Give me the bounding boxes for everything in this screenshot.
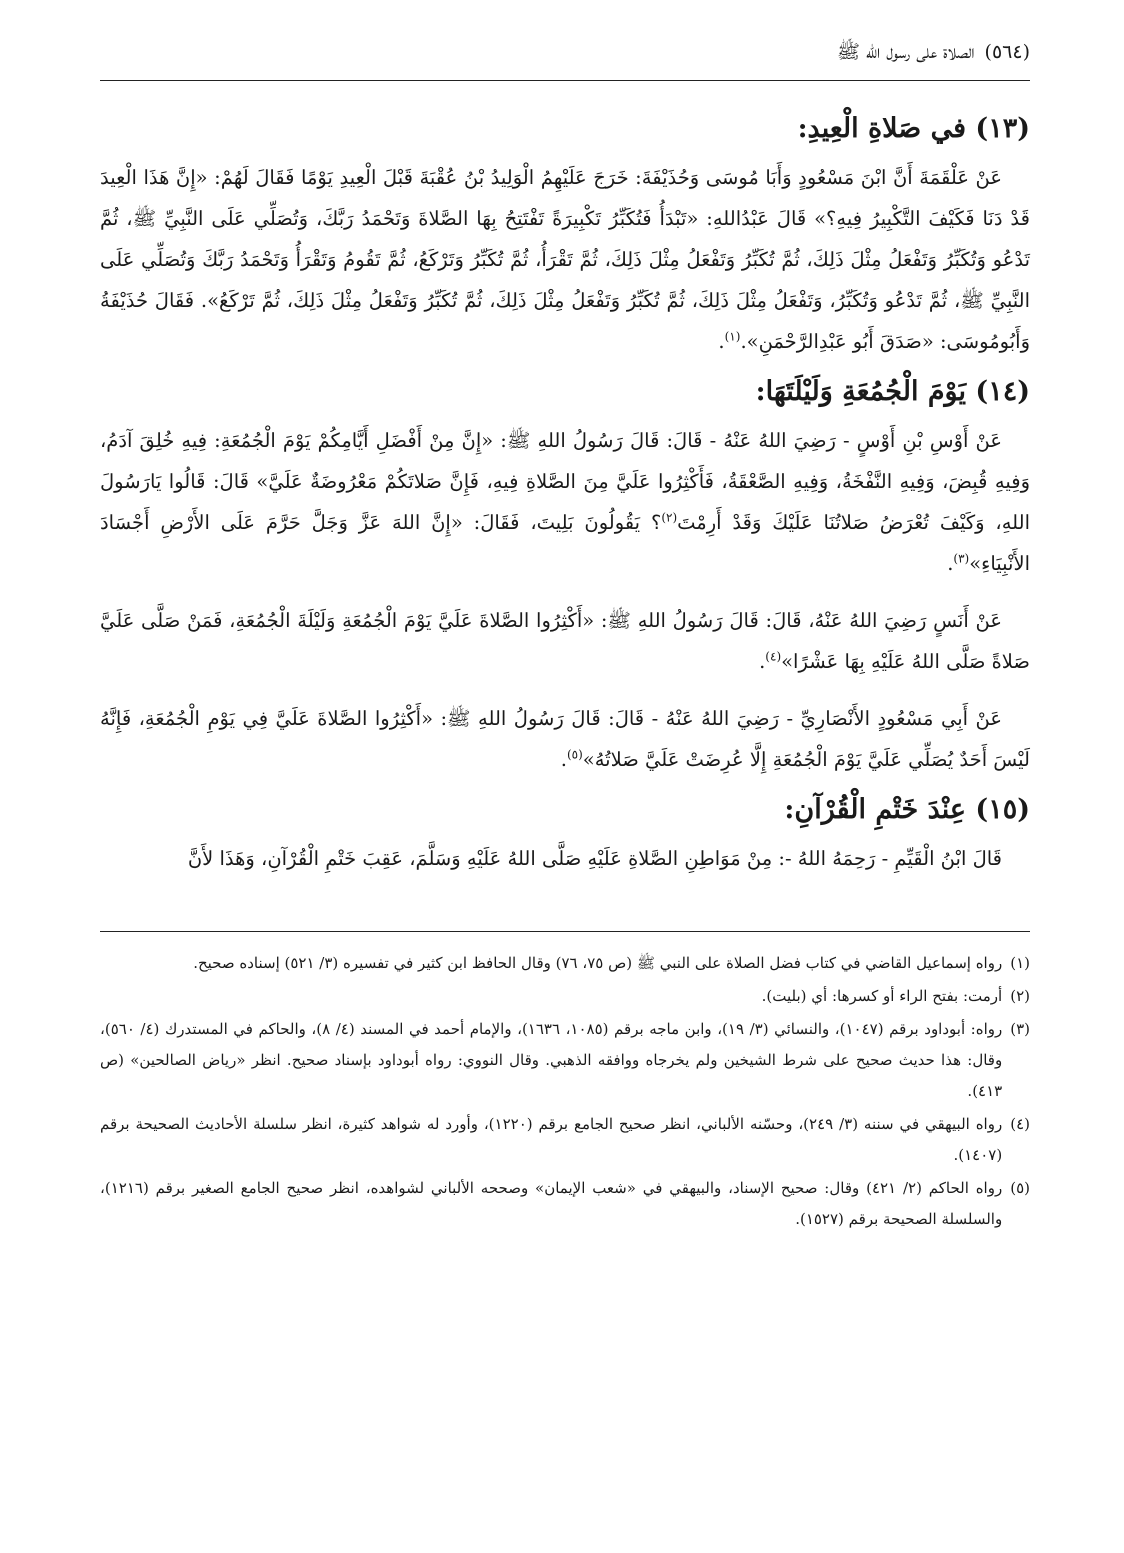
paragraph-text: عَنْ أَنَسٍ رَضِيَ اللهُ عَنْهُ، قَالَ: قَالَ رَسُولُ اللهِ ﷺ: «أَكْثِرُوا الصَّلاةَ عَلَيَّ يَوْمَ الْجُمُعَةِ وَلَيْلَةَ الْجُمُعَةِ، فَمَنْ صَلَّى عَلَيَّ صَلاةً صَلَّى اللهُ عَلَيْهِ بِهَا عَشْرًا» [100, 609, 1030, 673]
section-heading-eid: (١٣) في صَلاةِ الْعِيدِ: [797, 113, 1030, 144]
footnote-text: رواه إسماعيل القاضي في كتاب فضل الصلاة على النبي ﷺ (ص ٧٥، ٧٦) وقال الحافظ ابن كثير في تفسيره (٣/ ٥٢١) إسناده صحيح. [193, 954, 1003, 972]
page [100, 40, 1030, 1237]
footnote [100, 1109, 1030, 1171]
paragraph-text: عَنْ عَلْقَمَةَ أَنَّ ابْنَ مَسْعُودٍ وَأَبَا مُوسَى وَحُذَيْفَةَ: خَرَجَ عَلَيْهِمُ الْوَلِيدُ بْنُ عُقْبَةَ قَبْلَ الْعِيدِ يَوْمًا فَقَالَ لَهُمْ: «إِنَّ هَذَا الْعِيدَ قَدْ دَنَا فَكَيْفَ التَّكْبِيرُ فِيهِ؟» قَالَ عَبْدُاللهِ: «تَبْدَأُ فَتُكَبِّرُ تَكْبِيرَةً تَفْتَتِحُ بِهَا الصَّلاةَ وَتَحْمَدُ رَبَّكَ، وَتُصَلِّي عَلَى النَّبِيِّ ﷺ، ثُمَّ تَدْعُو وَتُكَبِّرُ وَتَفْعَلُ مِثْلَ ذَلِكَ، ثُمَّ تُكَبِّرُ وَتَفْعَلُ مِثْلَ ذَلِكَ، ثُمَّ تَقْرَأُ، ثُمَّ تُكَبِّرُ وَتَرْكَعُ، ثُمَّ تَقُومُ وَتَقْرَأُ وَتَحْمَدُ رَبَّكَ وَتُصَلِّي عَلَى النَّبِيِّ ﷺ، ثُمَّ تَدْعُو وَتُكَبِّرُ، وَتَفْعَلُ مِثْلَ ذَلِكَ، ثُمَّ تُكَبِّرُ وَتَفْعَلُ مِثْلَ ذَلِكَ، ثُمَّ تُكَبِّرُ وَتَفْعَلُ مِثْلَ ذَلِكَ، ثُمَّ تَرْكَعُ». فَقَالَ حُذَيْفَةُ وَأَبُومُوسَى: «صَدَقَ أَبُو عَبْدِالرَّحْمَنِ». [100, 166, 1030, 353]
paragraph: عَنْ أَنَسٍ رَضِيَ اللهُ عَنْهُ، قَالَ: قَالَ رَسُولُ اللهِ ﷺ: «أَكْثِرُوا الصَّلاةَ عَلَيَّ يَوْمَ الْجُمُعَةِ وَلَيْلَةَ الْجُمُعَةِ، فَمَنْ صَلَّى عَلَيَّ صَلاةً صَلَّى اللهُ عَلَيْهِ بِهَا عَشْرًا»$^{(٤)}$. [100, 609, 1030, 673]
page-number: (٥٦٤) [984, 41, 1030, 63]
footnote-ref: (٥) [566, 747, 583, 762]
footnote-number: (٥) [1010, 1179, 1030, 1197]
paragraph [100, 838, 1030, 879]
footnote-rule [100, 931, 1030, 932]
footnotes [100, 948, 1030, 1235]
footnote-ref: (١) [724, 329, 741, 344]
footnote-ref: (٤) [765, 649, 782, 664]
running-head [100, 40, 1030, 80]
footnote [100, 981, 1030, 1012]
footnote-text: رواه: أبوداود برقم (١٠٤٧)، والنسائي (٣/ ١٩)، وابن ماجه برقم (١٠٨٥، ١٦٣٦)، والإمام أحمد في المسند (٤/ ٨)، والحاكم في المستدرك (٤/ ٥٦٠)، وقال: هذا حديث صحيح على شرط الشيخين ولم يخرجاه ووافقه الذهبي. وقال النووي: رواه أبوداود بإسناد صحيح. انظر «رياض الصالحين» (ص ٤١٣). [100, 1020, 1003, 1100]
footnote-ref: (٣) [953, 551, 970, 566]
paragraph-text: قَالَ ابْنُ الْقَيِّمِ - رَحِمَهُ اللهُ -: مِنْ مَوَاطِنِ الصَّلاةِ عَلَيْهِ صَلَّى اللهُ عَلَيْهِ وَسَلَّمَ، عَقِبَ خَتْمِ الْقُرْآنِ، وَهَذَا لأَنَّ [187, 847, 1002, 870]
footnote-text: أرمت: بفتح الراء أو كسرها: أي (بليت). [761, 987, 1003, 1005]
footnote-text: رواه الحاكم (٢/ ٤٢١) وقال: صحيح الإسناد، والبيهقي في «شعب الإيمان» وصححه الألباني لشواهده، انظر صحيح الجامع الصغير برقم (١٢١٦)، والسلسلة الصحيحة برقم (١٥٢٧). [100, 1179, 1003, 1228]
footnote [100, 948, 1030, 979]
book-title: الصلاة على رسول الله ﷺ [836, 41, 975, 63]
footnote-ref: (٢) [661, 510, 678, 525]
footnote-text: رواه البيهقي في سننه (٣/ ٢٤٩)، وحسّنه الألباني، انظر صحيح الجامع برقم (١٢٢٠)، وأورد له شواهد كثيرة، انظر سلسلة الأحاديث الصحيحة برقم (١٤٠٧). [100, 1115, 1003, 1164]
paragraph-text: ؟ يَقُولُونَ بَلِيتَ، فَقَالَ: «إِنَّ اللهَ عَزَّ وَجَلَّ حَرَّمَ عَلَى الأَرْضِ أَجْسَادَ الأَنْبِيَاءِ» [100, 511, 1030, 575]
paragraph: عَنْ أَوْسِ بْنِ أَوْسٍ - رَضِيَ اللهُ عَنْهُ - قَالَ: قَالَ رَسُولُ اللهِ ﷺ: «إِنَّ مِنْ أَفْضَلِ أَيَّامِكُمْ يَوْمَ الْجُمُعَةِ: فِيهِ خُلِقَ آدَمُ، وَفِيهِ قُبِضَ، وَفِيهِ النَّفْخَةُ، وَفِيهِ الصَّعْقَةُ، فَأَكْثِرُوا عَلَيَّ مِنَ الصَّلاةِ فِيهِ، فَإِنَّ صَلاتَكُمْ مَعْرُوضَةٌ عَلَيَّ» قَالَ: قَالُوا يَارَسُولَ اللهِ، وَكَيْفَ تُعْرَضُ صَلاتُنَا عَلَيْكَ وَقَدْ أَرِمْتَ$^{(٢)}$؟ يَقُولُونَ بَلِيتَ، فَقَالَ: «إِنَّ اللهَ عَزَّ وَجَلَّ حَرَّمَ عَلَى الأَرْضِ أَجْسَادَ الأَنْبِيَاءِ»$^{(٣)}$. [100, 429, 1030, 575]
footnote-number: (١) [1010, 954, 1030, 972]
footnote-number: (٢) [1010, 987, 1030, 1005]
footnote-number: (٣) [1010, 1020, 1030, 1038]
header-rule [100, 80, 1030, 81]
section-heading-quran: (١٥) عِنْدَ خَتْمِ الْقُرْآنِ: [784, 794, 1030, 825]
paragraph-text: عَنْ أَبِي مَسْعُودٍ الأَنْصَارِيِّ - رَضِيَ اللهُ عَنْهُ - قَالَ: قَالَ رَسُولُ اللهِ ﷺ: «أَكْثِرُوا الصَّلاةَ عَلَيَّ فِي يَوْمِ الْجُمُعَةِ، فَإِنَّهُ لَيْسَ أَحَدٌ يُصَلِّي عَلَيَّ يَوْمَ الْجُمُعَةِ إِلَّا عُرِضَتْ عَلَيَّ صَلاتُهُ» [100, 707, 1030, 771]
paragraph: عَنْ أَبِي مَسْعُودٍ الأَنْصَارِيِّ - رَضِيَ اللهُ عَنْهُ - قَالَ: قَالَ رَسُولُ اللهِ ﷺ: «أَكْثِرُوا الصَّلاةَ عَلَيَّ فِي يَوْمِ الْجُمُعَةِ، فَإِنَّهُ لَيْسَ أَحَدٌ يُصَلِّي عَلَيَّ يَوْمَ الْجُمُعَةِ إِلَّا عُرِضَتْ عَلَيَّ صَلاتُهُ»$^{(٥)}$. [100, 707, 1030, 771]
paragraph: عَنْ عَلْقَمَةَ أَنَّ ابْنَ مَسْعُودٍ وَأَبَا مُوسَى وَحُذَيْفَةَ: خَرَجَ عَلَيْهِمُ الْوَلِيدُ بْنُ عُقْبَةَ قَبْلَ الْعِيدِ يَوْمًا فَقَالَ لَهُمْ: «إِنَّ هَذَا الْعِيدَ قَدْ دَنَا فَكَيْفَ التَّكْبِيرُ فِيهِ؟» قَالَ عَبْدُاللهِ: «تَبْدَأُ فَتُكَبِّرُ تَكْبِيرَةً تَفْتَتِحُ بِهَا الصَّلاةَ وَتَحْمَدُ رَبَّكَ، وَتُصَلِّي عَلَى النَّبِيِّ ﷺ، ثُمَّ تَدْعُو وَتُكَبِّرُ وَتَفْعَلُ مِثْلَ ذَلِكَ، ثُمَّ تُكَبِّرُ وَتَفْعَلُ مِثْلَ ذَلِكَ، ثُمَّ تَقْرَأُ، ثُمَّ تُكَبِّرُ وَتَرْكَعُ، ثُمَّ تَقُومُ وَتَقْرَأُ وَتَحْمَدُ رَبَّكَ وَتُصَلِّي عَلَى النَّبِيِّ ﷺ، ثُمَّ تَدْعُو وَتُكَبِّرُ، وَتَفْعَلُ مِثْلَ ذَلِكَ، ثُمَّ تُكَبِّرُ وَتَفْعَلُ مِثْلَ ذَلِكَ، ثُمَّ تُكَبِّرُ وَتَفْعَلُ مِثْلَ ذَلِكَ، ثُمَّ تَرْكَعُ». فَقَالَ حُذَيْفَةُ وَأَبُومُوسَى: «صَدَقَ أَبُو عَبْدِالرَّحْمَنِ».$^{(١)}$. [100, 166, 1030, 353]
footnote-number: (٤) [1010, 1115, 1030, 1133]
footnote [100, 1014, 1030, 1107]
paragraph-text: عَنْ أَوْسِ بْنِ أَوْسٍ - رَضِيَ اللهُ عَنْهُ - قَالَ: قَالَ رَسُولُ اللهِ ﷺ: «إِنَّ مِنْ أَفْضَلِ أَيَّامِكُمْ يَوْمَ الْجُمُعَةِ: فِيهِ خُلِقَ آدَمُ، وَفِيهِ قُبِضَ، وَفِيهِ النَّفْخَةُ، وَفِيهِ الصَّعْقَةُ، فَأَكْثِرُوا عَلَيَّ مِنَ الصَّلاةِ فِيهِ، فَإِنَّ صَلاتَكُمْ مَعْرُوضَةٌ عَلَيَّ» قَالَ: قَالُوا يَارَسُولَ اللهِ، وَكَيْفَ تُعْرَضُ صَلاتُنَا عَلَيْكَ وَقَدْ أَرِمْتَ [100, 429, 1030, 534]
footnote [100, 1173, 1030, 1235]
section-heading-friday: (١٤) يَوْمَ الْجُمُعَةِ وَلَيْلَتَهَا: [755, 376, 1030, 407]
